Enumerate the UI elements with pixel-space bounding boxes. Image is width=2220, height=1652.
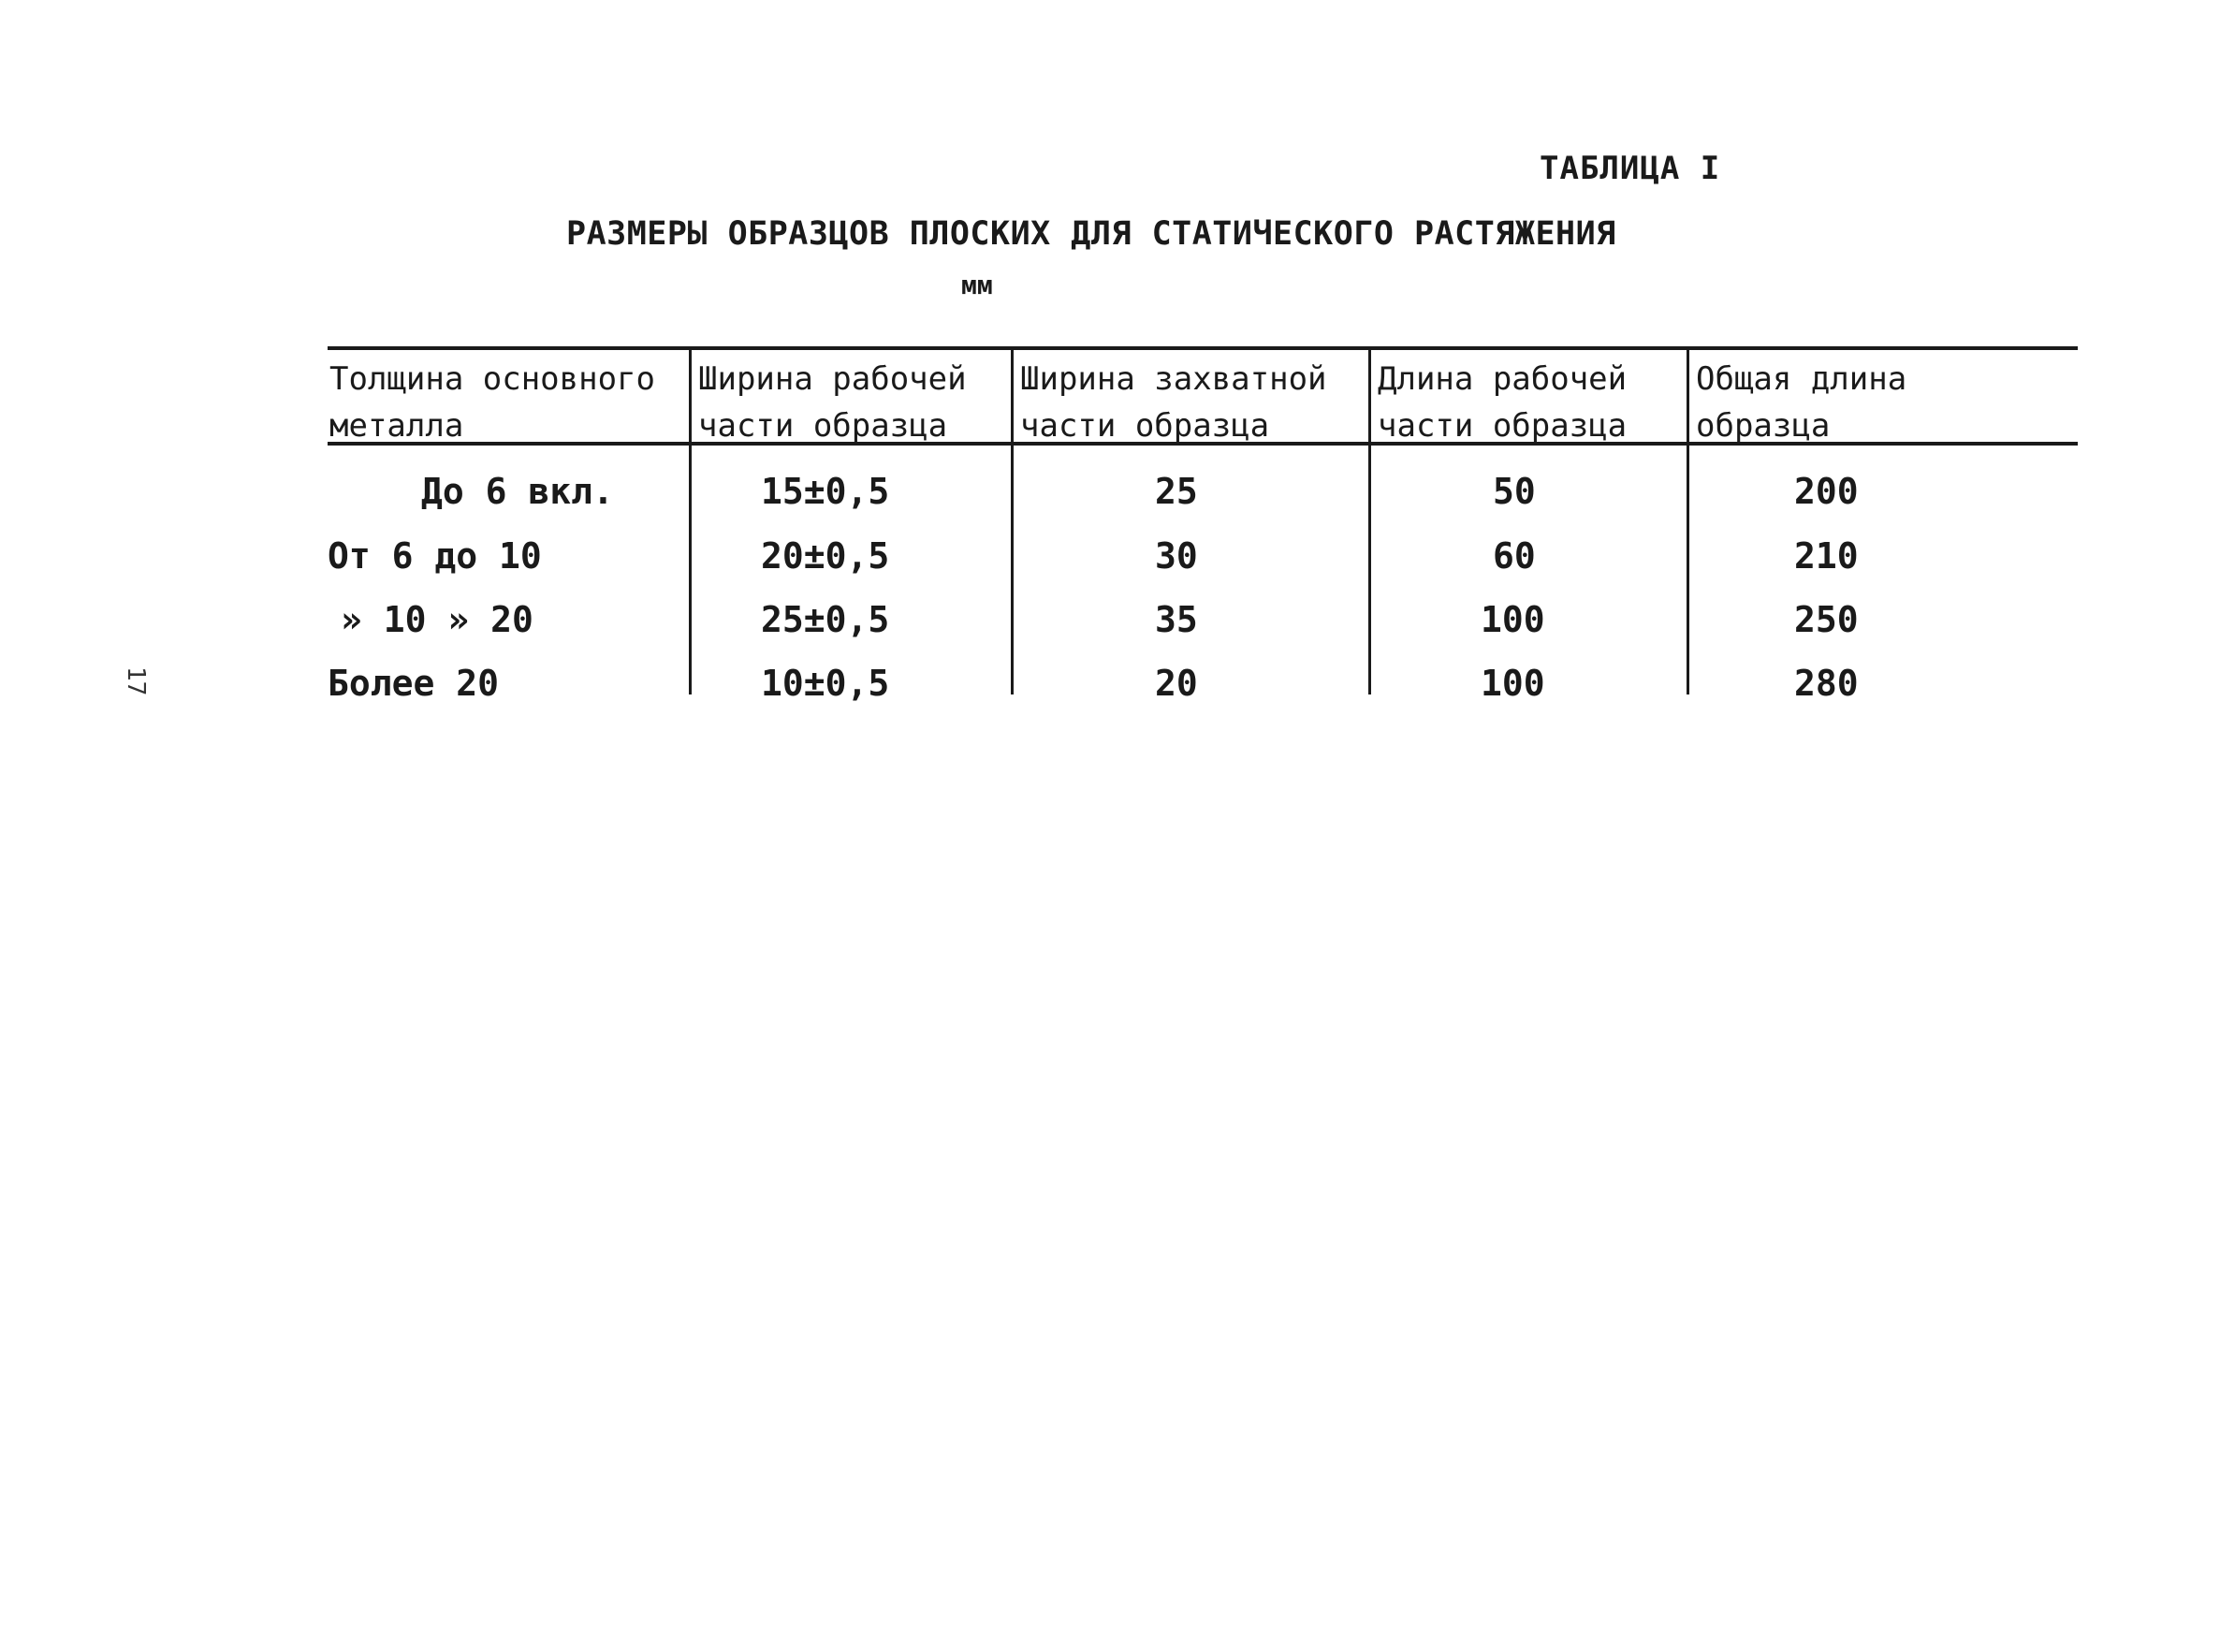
table-cell: 35 bbox=[1155, 599, 1198, 640]
table-cell: Более 20 bbox=[328, 663, 500, 704]
column-divider bbox=[689, 348, 692, 694]
header-working-length: Длина рабочей части образца bbox=[1378, 360, 1628, 445]
document-title: РАЗМЕРЫ ОБРАЗЦОВ ПЛОСКИХ ДЛЯ СТАТИЧЕСКОГО РАСТЯЖЕНИЯ bbox=[566, 215, 1616, 253]
header-thickness: Толщина основного металла bbox=[329, 360, 655, 445]
table-cell: 250 bbox=[1794, 599, 1859, 640]
table-cell: 25 bbox=[1155, 471, 1198, 512]
column-divider bbox=[1687, 348, 1689, 694]
table-cell: 100 bbox=[1481, 599, 1545, 640]
table-cell: 280 bbox=[1794, 663, 1859, 704]
table-top-rule bbox=[328, 346, 2078, 350]
table-cell: » 10 » 20 bbox=[341, 599, 533, 640]
table-cell: 60 bbox=[1493, 535, 1536, 577]
header-working-width: Ширина рабочей части образца bbox=[698, 360, 967, 445]
specimen-dimensions-table bbox=[328, 346, 2078, 704]
table-label: ТАБЛИЦА I bbox=[1540, 150, 1721, 187]
table-cell: 20±0,5 bbox=[761, 535, 890, 577]
header-grip-width: Ширина захватной части образца bbox=[1020, 360, 1327, 445]
table-cell: 210 bbox=[1794, 535, 1859, 577]
table-cell: От 6 до 10 bbox=[328, 535, 542, 577]
table-cell: 200 bbox=[1794, 471, 1859, 512]
column-divider bbox=[1011, 348, 1014, 694]
table-cell: 30 bbox=[1155, 535, 1198, 577]
header-total-length: Общая длина образца bbox=[1696, 360, 1907, 445]
table-cell: 25±0,5 bbox=[761, 599, 890, 640]
table-cell: 100 bbox=[1481, 663, 1545, 704]
column-divider bbox=[1368, 348, 1371, 694]
page-number: 17 bbox=[122, 666, 150, 696]
table-cell: 10±0,5 bbox=[761, 663, 890, 704]
unit-label: мм bbox=[961, 270, 993, 300]
table-cell: 15±0,5 bbox=[761, 471, 890, 512]
table-cell: 50 bbox=[1493, 471, 1536, 512]
table-cell: 20 bbox=[1155, 663, 1198, 704]
table-cell: До 6 вкл. bbox=[421, 471, 614, 512]
